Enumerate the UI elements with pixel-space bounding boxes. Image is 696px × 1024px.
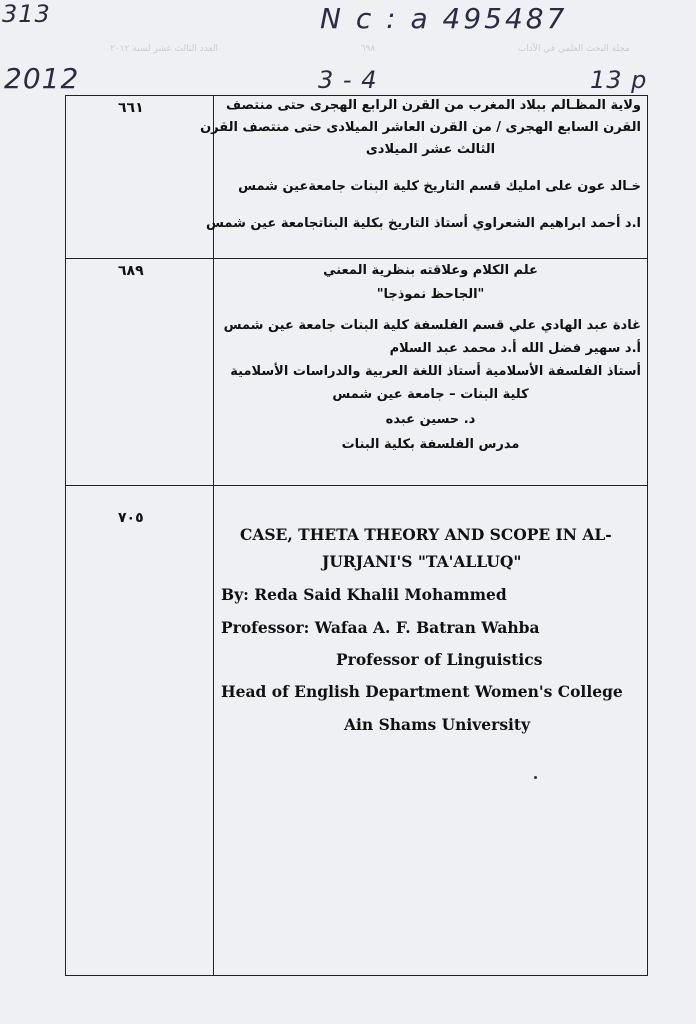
page-number: ٦٦١ xyxy=(118,100,144,116)
handwritten-pages: 13 p xyxy=(590,66,648,94)
faint-running-header xyxy=(110,44,630,54)
author-line: خـالد عون على امليك قسم التاريخ كلية البنات جامعةعين شمس xyxy=(238,179,641,194)
department-line: Head of English Department Women's College xyxy=(221,682,623,701)
article-title-line: الثالث عشر الميلادى xyxy=(365,142,496,157)
paper-speck xyxy=(534,776,537,779)
page-number: ٦٨٩ xyxy=(118,263,144,279)
table-row xyxy=(66,486,647,976)
author-line: غادة عبد الهادي علي قسم الفلسفة كلية البنات جامعة عين شمس xyxy=(223,318,641,333)
english-title-line: CASE, THETA THEORY AND SCOPE IN AL- xyxy=(240,525,612,544)
article-title-line: القرن السابع الهجرى / من القرن العاشر الميلادى حتى منتصف القرن xyxy=(200,120,641,135)
lecturer-name-line: د. حسين عبده xyxy=(385,412,476,427)
article-title-line: ولاية المظـالم ببلاد المغرب من القرن الرابع الهجرى حتى منتصف xyxy=(226,98,641,113)
page-number: ٧٠٥ xyxy=(118,510,144,526)
university-line: Ain Shams University xyxy=(344,715,531,734)
lecturer-title-line: مدرس الفلسفة بكلية البنات xyxy=(341,437,520,452)
article-subtitle-line: "الجاحظ نموذجا" xyxy=(376,287,485,302)
professor-line: Professor: Wafaa A. F. Batran Wahba xyxy=(221,618,540,637)
english-title-line: JURJANI'S "TA'ALLUQ" xyxy=(322,552,522,571)
supervisors-titles-line: أستاذ الفلسفة الأسلامية أستاذ اللغة العربية والدراسات الأسلامية xyxy=(230,364,641,379)
handwritten-issue: 3 - 4 xyxy=(318,66,378,94)
handwritten-number: 313 xyxy=(2,0,51,28)
supervisor-line: ا.د أحمد ابراهيم الشعراوي أستاذ التاريخ بكلية البناتجامعة عين شمس xyxy=(206,216,641,231)
handwritten-year: 2012 xyxy=(4,62,80,95)
column-divider xyxy=(213,486,214,976)
handwritten-catalog-code: N c : a 495487 xyxy=(320,2,568,35)
college-line: كلية البنات – جامعة عين شمس xyxy=(332,387,529,402)
faint-page-number: ٦٩٨ xyxy=(360,44,376,54)
faint-issue-label: العدد الثالث عشر لسنة ٢٠١٢ xyxy=(110,44,219,54)
table-row xyxy=(66,96,647,259)
table-row xyxy=(66,259,647,486)
contents-table xyxy=(65,95,648,976)
article-title-line: علم الكلام وعلاقته بنظرية المعني xyxy=(323,263,538,278)
professor-title-line: Professor of Linguistics xyxy=(336,650,543,669)
supervisors-line: أ.د سهير فضل الله أ.د محمد عبد السلام xyxy=(389,341,641,356)
faint-journal-name: مجلة البحث العلمي في الآداب xyxy=(517,44,630,54)
author-line: By: Reda Said Khalil Mohammed xyxy=(221,585,507,604)
